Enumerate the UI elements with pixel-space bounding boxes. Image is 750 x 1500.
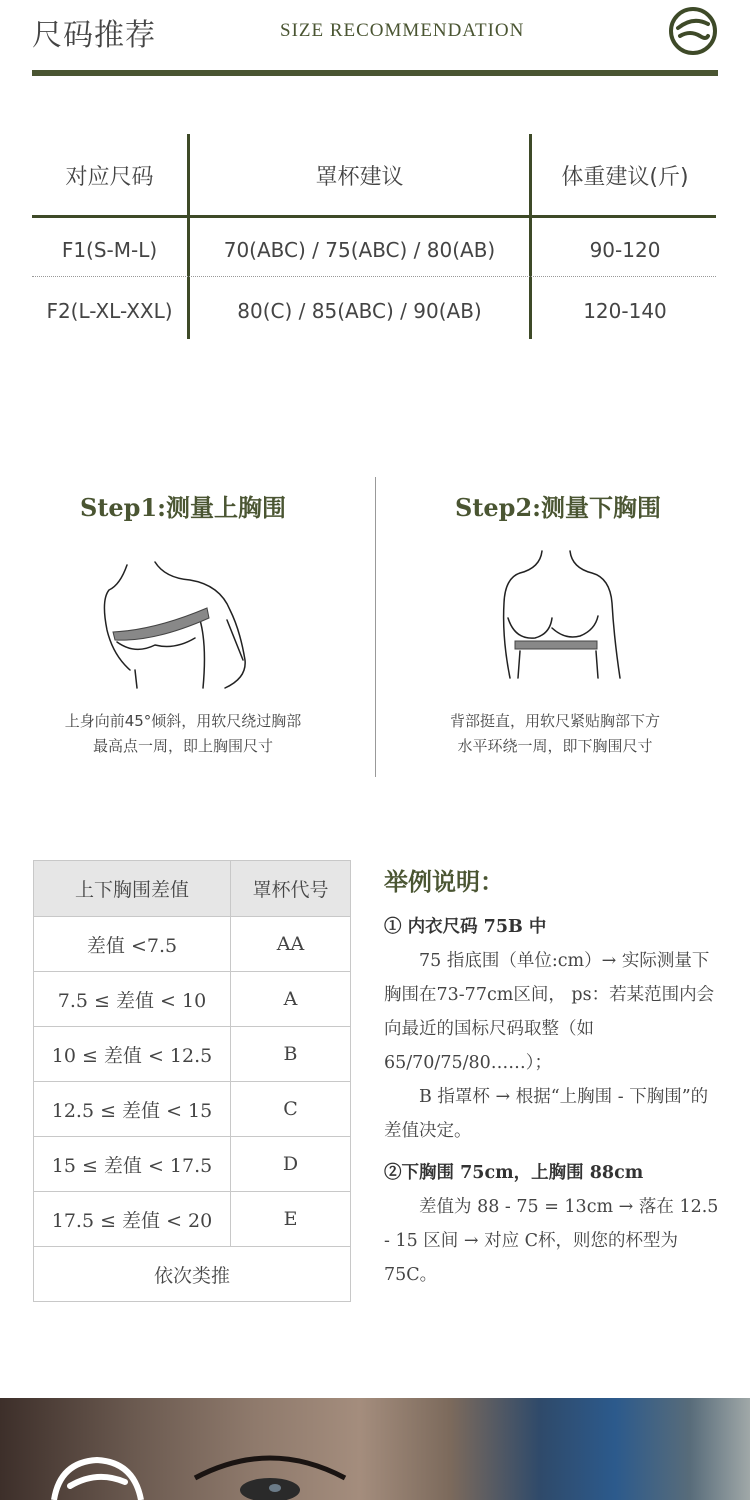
table-header-weight: 体重建议(斤): [561, 165, 689, 190]
steps-divider: [375, 477, 376, 777]
table-cell: 70(ABC) / 75(ABC) / 80(AB): [223, 238, 496, 262]
table-footer-row: [34, 1247, 351, 1302]
page-subtitle: SIZE RECOMMENDATION: [280, 20, 525, 41]
table-cell: A: [231, 972, 351, 1027]
model-photo: [0, 1398, 750, 1500]
brand-logo-icon: [50, 1456, 145, 1500]
table-header-cup-code: 罩杯代号: [231, 861, 351, 917]
step1-desc-line1: 上身向前45°倾斜，用软尺绕过胸部: [64, 712, 302, 730]
table-cell: B: [231, 1027, 351, 1082]
table-row: [34, 972, 351, 1027]
header-divider: [32, 70, 718, 76]
table-row: [34, 1082, 351, 1137]
table-cell: 7.5 ≤ 差值 < 10: [34, 972, 231, 1027]
page-title: 尺码推荐: [32, 18, 156, 53]
step2-desc-line1: 背部挺直，用软尺紧贴胸部下方: [449, 712, 660, 730]
step1-title: Step1:测量上胸围: [79, 493, 287, 522]
step2-title: Step2:测量下胸围: [454, 493, 662, 522]
table-cell: 90-120: [589, 238, 661, 262]
cup-size-table: [33, 860, 351, 1302]
table-row: [34, 1027, 351, 1082]
table-cell: 10 ≤ 差值 < 12.5: [34, 1027, 231, 1082]
table-row: [34, 1192, 351, 1247]
size-recommendation-table: [32, 134, 718, 339]
example-item1-text: 75 指底围（单位:cm）→ 实际测量下胸围在73-77cm区间， ps：若某范围内会向最近的国标尺码取整（如65/70/75/80……）；: [384, 951, 715, 1073]
example-item2-heading: ②下胸围 75cm，上胸围 88cm: [384, 1163, 644, 1183]
brand-logo-icon: [668, 6, 718, 56]
table-cell: E: [231, 1192, 351, 1247]
table-cell: 120-140: [583, 299, 667, 323]
table-header-row: [34, 861, 351, 917]
table-row: [34, 1137, 351, 1192]
under-bust-measure-illustration: [490, 548, 630, 683]
table-row: [34, 917, 351, 972]
table-header-size: 对应尺码: [65, 165, 154, 190]
step2-desc-line2: 水平环绕一周，即下胸围尺寸: [457, 737, 653, 755]
table-cell: D: [231, 1137, 351, 1192]
table-footer: 依次类推: [34, 1247, 351, 1302]
table-cell: 17.5 ≤ 差值 < 20: [34, 1192, 231, 1247]
table-cell: AA: [231, 917, 351, 972]
table-divider: [32, 215, 716, 218]
table-row-divider: [32, 276, 716, 277]
example-title: 举例说明：: [384, 867, 504, 896]
table-header-cup: 罩杯建议: [315, 165, 404, 190]
table-cell: F1(S-M-L): [61, 238, 158, 262]
table-cell: 15 ≤ 差值 < 17.5: [34, 1137, 231, 1192]
table-cell: C: [231, 1082, 351, 1137]
table-header-diff: 上下胸围差值: [34, 861, 231, 917]
eye-image: [190, 1438, 350, 1500]
upper-bust-measure-illustration: [95, 560, 255, 690]
example-item1-heading: ① 内衣尺码 75B 中: [384, 917, 547, 937]
table-cell: 12.5 ≤ 差值 < 15: [34, 1082, 231, 1137]
table-cell: F2(L-XL-XXL): [46, 299, 173, 323]
example-item1-text2: B 指罩杯 → 根据“上胸围 - 下胸围”的差值决定。: [384, 1087, 709, 1141]
table-cell: 80(C) / 85(ABC) / 90(AB): [237, 299, 482, 323]
example-item2-text: 差值为 88 - 75 = 13cm → 落在 12.5 - 15 区间 → 对应 C杯，则您的杯型为75C。: [384, 1197, 719, 1285]
step1-desc-line2: 最高点一周，即上胸围尺寸: [92, 737, 273, 755]
table-cell: 差值 <7.5: [34, 917, 231, 972]
